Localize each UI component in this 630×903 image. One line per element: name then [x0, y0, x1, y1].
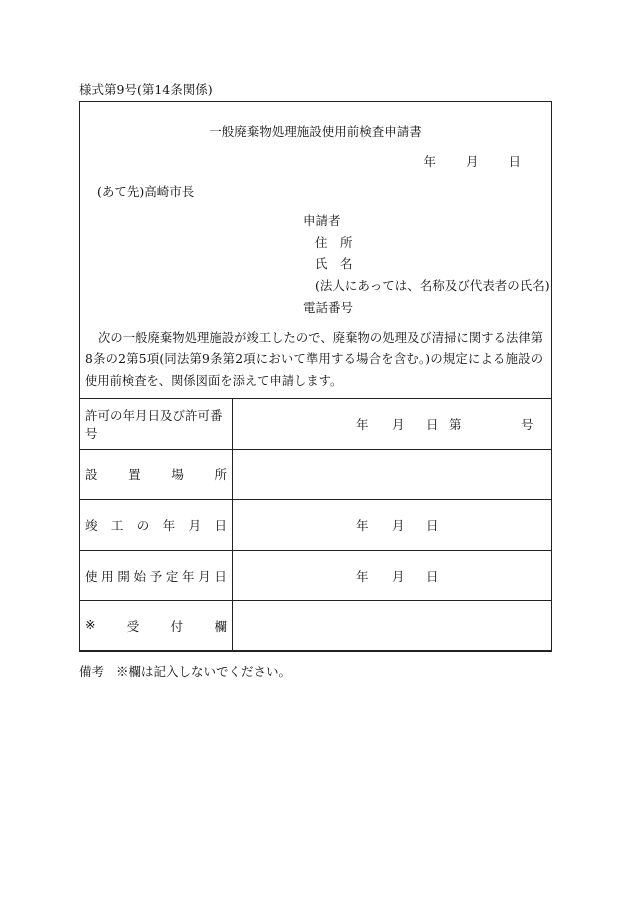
label-char: 置	[128, 467, 141, 483]
table-row	[80, 500, 552, 551]
completion-label-cell	[80, 500, 233, 551]
start-value-cell	[233, 550, 552, 601]
permit-go: 号	[521, 416, 534, 432]
corporate-note: (法人にあっては、名称及び代表者の氏名)	[315, 278, 550, 294]
reception-value-cell	[233, 601, 552, 652]
label-char: 予	[149, 568, 163, 584]
label-char: ※	[85, 617, 96, 633]
label-char: 始	[133, 568, 147, 584]
start-label-cell	[80, 550, 233, 601]
permit-dai: 第	[449, 416, 462, 432]
completion-day: 日	[426, 517, 439, 533]
application-form	[79, 101, 552, 651]
permit-value-cell	[233, 399, 552, 450]
table-row	[80, 550, 552, 601]
permit-label: 許可の年月日及び許可番号	[85, 407, 223, 441]
start-year: 年	[356, 568, 369, 584]
label-char: 設	[85, 467, 98, 483]
permit-label-cell	[80, 399, 233, 450]
address-label: 住 所	[315, 234, 353, 250]
label-char: の	[136, 517, 150, 533]
location-value-cell	[233, 449, 552, 500]
label-char: 年	[162, 517, 176, 533]
label-char: 日	[214, 568, 227, 584]
label-char: 受	[126, 619, 140, 635]
label-char: 欄	[214, 619, 227, 635]
table-row	[80, 399, 552, 450]
applicant-block	[303, 210, 550, 319]
label-char: 用	[101, 568, 114, 584]
label-char: 定	[165, 568, 179, 584]
start-month: 月	[392, 568, 405, 584]
label-char: 月	[188, 517, 202, 533]
body-text: 次の一般廃棄物処理施設が竣工したので、廃棄物の処理及び清掃に関する法律第8条の2第5項(同法第9条第2項において準用する場合を含む。)の規定による施設の使用前検査を、関係図面を添えて申請します。	[85, 331, 543, 388]
start-label	[85, 567, 227, 585]
label-char: 日	[214, 517, 227, 533]
remarks-text: ※欄は記入しないでください。	[116, 664, 292, 679]
submission-date	[423, 152, 521, 170]
label-char: 付	[170, 619, 184, 635]
label-char: 所	[214, 467, 227, 483]
month-label: 月	[465, 154, 479, 169]
label-char: 竣	[85, 517, 98, 533]
name-label: 氏 名	[315, 256, 353, 272]
label-char: 工	[110, 517, 124, 533]
location-label	[85, 465, 227, 483]
permit-month: 月	[392, 416, 405, 432]
phone-label: 電話番号	[303, 299, 354, 315]
remarks-label: 備考	[79, 664, 105, 679]
location-label-cell	[80, 449, 233, 500]
permit-year: 年	[356, 416, 369, 432]
day-label: 日	[508, 154, 521, 169]
label-char: 使	[85, 568, 98, 584]
reception-label-cell	[80, 601, 233, 652]
completion-year: 年	[356, 517, 369, 533]
remarks	[79, 662, 291, 680]
label-char: 月	[198, 568, 211, 584]
table-row	[80, 449, 552, 500]
completion-value-cell	[233, 500, 552, 551]
addressee: (あて先)高崎市長	[97, 184, 195, 199]
year-label: 年	[423, 154, 436, 169]
completion-month: 月	[392, 517, 405, 533]
form-number: 様式第9号(第14条関係)	[79, 82, 213, 97]
reception-label	[85, 617, 227, 635]
label-char: 年	[182, 568, 195, 584]
label-char: 開	[117, 568, 130, 584]
table-row	[80, 601, 552, 652]
form-title: 一般廃棄物処理施設使用前検査申請書	[209, 124, 422, 139]
applicant-heading: 申請者	[303, 213, 341, 228]
application-table	[79, 398, 552, 652]
start-day: 日	[426, 568, 439, 584]
permit-day: 日	[426, 416, 439, 432]
label-char: 場	[171, 467, 184, 483]
completion-label	[85, 516, 227, 534]
